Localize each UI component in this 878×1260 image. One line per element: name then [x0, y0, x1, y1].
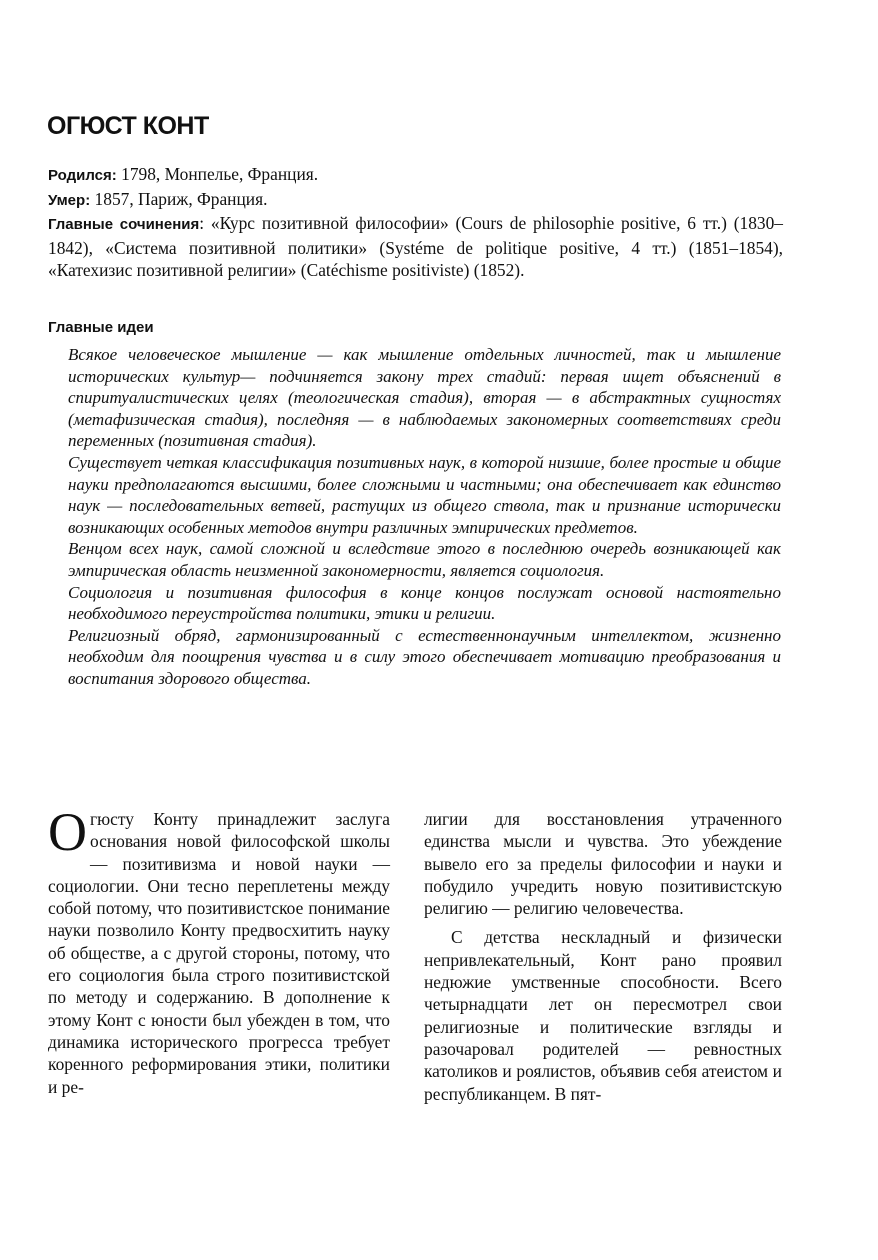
biography-block: [48, 163, 783, 282]
idea-item: Социология и позитивная философия в конце концов послужат основой настоятельно необходимого переустройства политики, этики и религии.: [68, 582, 781, 624]
main-ideas-list: [68, 344, 781, 690]
works-line: Главные сочинения: «Курс позитивной философии» (Cours de philosophie positive, 6 тт.) (1830–1842), «Система позитивной политики» (Systéme de politique positive, 4 тт.) (1851–1854), «Катехизис позитивной религии» (Catéchisme positiviste) (1852).: [48, 213, 783, 280]
died-line: Умер: 1857, Париж, Франция.: [48, 188, 268, 209]
drop-cap: О: [48, 802, 87, 862]
body-paragraph: С детства нескладный и физически непривлекательный, Конт рано проявил недюжие умственные способности. Всего четырнадцати лет он пересмотрел свои религиозные и политические взгляды и разочаровал родителей — ревностных католиков и роялистов, объявив себя атеистом и республиканцем. В пят-: [424, 927, 782, 1104]
died-value: 1857, Париж, Франция.: [94, 188, 268, 209]
body-paragraph: лигии для восстановления утраченного единства мысли и чувства. Это убеждение вывело его за пределы философии и науки и побудило учредить новую позитивистскую религию — религию человечества.: [424, 809, 782, 919]
body-paragraph: [48, 802, 390, 1098]
body-text: гюсту Конту принадлежит заслуга основания новой философской школы — позитивизма и новой науки — социологии. Они тесно переплетены между собой потому, что позитивистское понимание науки позволило Конту предвосхитить науку об обществе, а с другой стороны, потому, что его социология была строго позитивистской по методу и содержанию. В дополнение к этому Конт с юности был убежден в том, что динамика исторического прогресса требует коренного реформирования этики, политики и ре-: [48, 809, 390, 1097]
idea-item: Существует четкая классификация позитивных наук, в которой низшие, более простые и общие науки предполагаются высшими, более сложными и частными; она обеспечивает как единство наук — последовательных ветвей, растущих из общего ствола, так и признание исторически возникающих особенных методов внутри различных эмпирических предметов.: [68, 452, 781, 537]
body-left-column: [48, 802, 390, 1098]
died-label: Умер: [48, 191, 86, 209]
works-label: Главные сочинения: [48, 216, 200, 233]
body-right-column: [424, 808, 782, 1105]
idea-item: Всякое человеческое мышление — как мышление отдельных личностей, так и мышление исторических культур— подчиняется закону трех стадий: первая ищет объяснений в спиритуалистических целях (теологическая стадия), вторая — в абстрактных сущностях (метафизическая стадия), последняя — в наблюдаемых закономерных соответствиях среди переменных (позитивная стадия).: [68, 345, 781, 451]
main-ideas-heading: Главные идеи: [48, 319, 154, 336]
page-title: ОГЮСТ КОНТ: [47, 112, 209, 140]
born-value: 1798, Монпелье, Франция.: [121, 164, 319, 184]
born-label: Родился: [48, 167, 112, 184]
works-value: «Курс позитивной философии» (Cours de philosophie positive, 6 тт.) (1830–1842), «Система позитивной политики» (Systéme de politique positive, 4 тт.) (1851–1854), «Катехизис позитивной религии» (Catéchisme positiviste) (1852).: [48, 213, 783, 280]
born-line: Родился: 1798, Монпелье, Франция.: [48, 164, 319, 184]
idea-item: Венцом всех наук, самой сложной и вследствие этого в последнюю очередь возникающей как эмпирическая область неизменной закономерности, является социология.: [68, 539, 781, 580]
idea-item: Религиозный обряд, гармонизированный с естественнонаучным интеллектом, жизненно необходим для поощрения чувства и в силу этого обеспечивает мотивацию преобразования и воспитания здорового общества.: [68, 625, 781, 688]
